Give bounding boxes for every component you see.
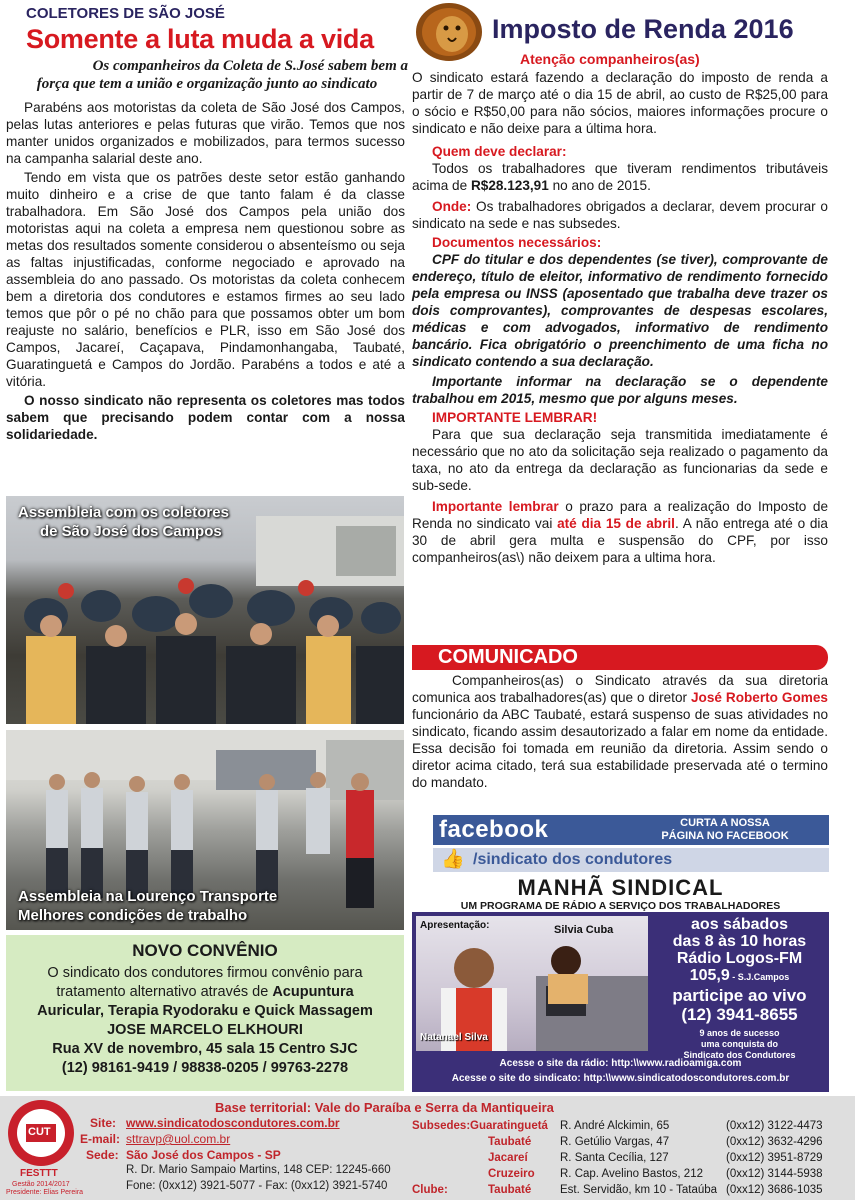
photo2-caption-2: Melhores condições de trabalho [18,907,248,924]
ir-remember-text: Para que sua declaração seja transmitida imediatamente é necessário que no ato da solicitação seja realizado o pagamento da taxa, no ato da entrega da declaração as funcionarias da sede e sub-sede. [412,427,828,493]
ir-deadline-text-b: . A não entrega até o dia 30 de abril gera multa e suspensão do CPF, por isso companheiros(as\) não deixem para a ultima hora. [412,516,828,565]
ir-docs-heading: Documentos necessários: [432,235,602,250]
convenio-line-2b: Acupuntura [272,984,354,1000]
subsede-address: R. André Alckimin, 65 [560,1120,670,1132]
comunicado-text-b: funcionário da ABC Taubaté, estará suspenso de suas atividades no sindicato, ficando assim desautorizado a falar em nome da entidade. Essa decisão foi tomada em reunião da diretoria. Assim sendo o diretor acima citado, terá sua estabilidade preservada até o termino do mandato. [412,707,828,790]
convenio-phones: (12) 98161-9419 / 98838-0205 / 99763-2278 [61,1060,349,1076]
footer-subsedes-label: Subsedes: [412,1120,471,1132]
ir-title: Imposto de Renda 2016 [492,14,794,44]
subsede-address: R. Cap. Avelino Bastos, 212 [560,1168,703,1180]
ir-who-text [412,160,828,194]
cut-logo-text: CUT [28,1126,51,1138]
photo1-caption-1: Assembleia com os coletores [18,504,229,521]
comunicado-text [412,672,828,791]
convenio-title: NOVO CONVÊNIO [132,941,278,960]
ir-who-text-b: no ano de 2015. [548,178,651,193]
subsede-phone: (0xx12) 3632-4296 [726,1136,823,1148]
comunicado-body [412,672,828,791]
subsede-city: Cruzeiro [488,1168,535,1180]
subsede-city: Jacareí [488,1152,528,1164]
left-paragraph-1: Parabéns aos motoristas da coleta de São José dos Campos, pelas lutas anteriores e pelas futuras que virão. Temos que nos manter unidos organizados e mobilizados, para termos sucesso na campanha salarial deste ano. [6,100,405,166]
footer-president: Presidente: Elias Pereira [6,1189,84,1196]
subsede-row [470,1168,855,1184]
radio-presenter-label: Apresentação: [420,920,490,931]
ir-deadline-date: até dia 15 de abril [557,516,675,531]
comunicado-text-a: Companheiros(as) o Sindicato através da sua diretoria comunica aos trabalhadores(as) que o diretor [412,673,828,705]
radio-years-2: uma conquista do [700,1039,778,1049]
subsede-phone: (0xx12) 3144-5938 [726,1168,823,1180]
footer-management: Gestão 2014/2017 [12,1181,70,1188]
subsede-city: Taubaté [488,1184,532,1196]
subsede-phone: (0xx12) 3122-4473 [726,1120,823,1132]
footer-email-label: E-mail: [80,1132,121,1146]
thumbs-up-icon: 👍 [441,849,465,870]
convenio-line-1: O sindicato dos condutores firmou convênio para [47,965,363,981]
radio-schedule [650,916,829,1061]
left-paragraph-2: Tendo em vista que os patrões deste setor estão ganhando muito dinheiro e a crise de que tanto falam é da classe trabalhadora. Em São José dos Campos pela união dos motoristas aqui na coleta a empresa nem questionou sobre as metas dos resultados somente considerou o absenteísmo ou seja as faltas injustificadas, conforme negociado e aprovado na assembleia do ano passado. Os motoristas da coleta conhecem bem a diretoria dos condutores e estamos firmes ao seu lado temos que pôr o pé no chão para que possamos obter um bom reajuste no salário, benefícios e PLR, isso em São José dos Campos, Jacareí, Caçapava, Pindamonhangaba, Taubaté, Guaratinguetá e Campos do Jordão. Parabéns a todos e até a vitória. [6,170,405,389]
ir-remember-heading: IMPORTANTE LEMBRAR! [432,410,598,425]
radio-presenter-1: Silvia Cuba [554,924,614,936]
footer-email[interactable]: sttravp@uol.com.br [126,1132,231,1146]
comunicado-name: José Roberto Gomes [690,690,828,705]
subsede-address: R. Getúlio Vargas, 47 [560,1136,670,1148]
subsede-city: Guaratinguetá [470,1120,548,1132]
convenio-doctor: JOSE MARCELO ELKHOURI [107,1022,303,1038]
ir-docs-text: CPF do titular e dos dependentes (se tiver), comprovante de endereço, título de eleitor, informativo de rendimento fornecido pela empresa ou INSS (aposentado que trabalha deve trazer os dois comprovantes), comprovantes de despesas escolares, médicas e com advogados, informativo de rendimento bancário. Fica obrigatório o preenchimento de uma ficha no sindicato contendo a sua declaração. [412,252,828,369]
radio-cta: participe ao vivo [672,986,807,1005]
photo-assembleia-lourenco [6,730,404,930]
presenters-illustration [416,916,648,1051]
convenio-address: Rua XV de novembro, 45 sala 15 Centro SJC [52,1041,358,1057]
subsede-row [470,1120,855,1136]
radio-when-2: das 8 às 10 horas [672,933,807,950]
subsede-address: Est. Servidão, km 10 - Tataúba [560,1184,718,1196]
cut-logo [6,1098,84,1198]
subsede-row [470,1152,855,1168]
left-kicker: COLETORES DE SÃO JOSÉ [26,5,225,22]
festtt-logo-text: FESTTT [20,1168,58,1179]
comunicado-title: COMUNICADO [438,646,578,668]
ir-who-amount: R$28.123,91 [470,178,549,193]
convenio-line-3: Auricular, Terapia Ryodoraku e Quick Massagem [37,1003,373,1019]
ir-who-heading: Quem deve declarar: [432,144,567,159]
convenio-box [6,935,404,1091]
radio-subtitle: UM PROGRAMA DE RÁDIO A SERVIÇO DOS TRABALHADORES [460,900,781,912]
ir-intro: O sindicato estará fazendo a declaração do imposto de renda a partir de 7 de março até o dia 15 de abril, ao custo de R$25,00 para o sócio e R$50,00 para não sócios, maiores informações procure o sindicato e não deixe para a última hora. [412,70,828,136]
ir-where-text: Os trabalhadores obrigados a declarar, devem procurar o sindicato na sede e nas subsedes. [412,199,828,231]
ir-article-body [412,69,828,566]
left-paragraph-3: O nosso sindicato não representa os coletores mas todos sabem que precisando podem contar com a nossa solidariedade. [6,393,405,442]
left-subhead-2: força que tem a união e organização junto ao sindicato [36,76,378,92]
convenio-line-2 [6,984,404,1000]
subsede-address: R. Santa Cecília, 127 [560,1152,669,1164]
radio-presenter-2: Natanael Silva [420,1032,488,1043]
ir-deadline-lead: Importante lembrar [432,499,559,514]
ir-dependent-text: Importante informar na declaração se o dependente trabalhou em 2015, mesmo que por alguns meses. [412,374,828,406]
subsede-phone: (0xx12) 3686-1035 [726,1184,823,1196]
comunicado-banner [412,645,828,670]
facebook-banner[interactable] [433,815,829,845]
facebook-cta-2: PÁGINA NO FACEBOOK [661,830,789,842]
ir-where-heading: Onde: [432,199,472,214]
subsede-row [470,1184,855,1200]
photo-assembleia-coletores [6,496,404,724]
radio-freq: 105,9 [689,967,730,984]
left-headline: Somente a luta muda a vida [26,24,374,54]
radio-photo-area [416,916,648,1051]
radio-years-3: Sindicato dos Condutores [683,1050,796,1060]
footer-site-label: Site: [90,1116,117,1130]
radio-site-link[interactable]: Acesse o site da rádio: http:\\www.radioamiga.com [499,1058,742,1069]
radio-years-1: 9 anos de sucesso [699,1028,780,1038]
radio-when-1: aos sábados [691,916,788,933]
subsede-row [470,1136,855,1152]
radio-freq-row [650,967,829,986]
ir-attention: Atenção companheiros(as) [520,51,700,67]
left-article-body [6,99,405,443]
union-site-link[interactable]: Acesse o site do sindicato: http:\\www.sindicatodoscondutores.com.br [451,1073,790,1084]
photo1-caption-2: de São José dos Campos [40,523,222,540]
footer-sede-label: Sede: [86,1148,119,1162]
ir-deadline-text-a: o prazo para a realização do Imposto de Renda no sindicato vai [412,499,828,531]
radio-header [412,876,829,912]
radio-phone[interactable]: (12) 3941-8655 [681,1005,798,1024]
footer-territory: Base territorial: Vale do Paraíba e Serra da Mantiqueira [215,1100,554,1115]
subsede-city: Taubaté [488,1136,532,1148]
radio-city: - S.J.Campos [729,972,790,982]
footer-clube-label: Clube: [412,1184,448,1196]
footer-sede-address: R. Dr. Mario Sampaio Martins, 148 CEP: 12245-660 [126,1164,391,1176]
facebook-brand: facebook [439,816,549,843]
facebook-handle-row[interactable] [433,848,829,872]
radio-station: Rádio Logos-FM [676,950,803,967]
ir-who-text-a: Todos os trabalhadores que tiveram rendimentos tributáveis acima de [412,161,828,193]
footer-sede: São José dos Campos - SP [126,1148,281,1162]
radio-box [412,876,829,1092]
lion-icon [414,2,484,62]
facebook-handle: /sindicato dos condutores [473,851,673,868]
ir-where [412,198,828,232]
convenio-line-2a: tratamento alternativo através de [56,984,273,1000]
footer-site[interactable]: www.sindicatodoscondutores.com.br [126,1116,340,1130]
ir-deadline [412,498,828,566]
photo2-caption-1: Assembleia na Lourenço Transporte [18,888,278,905]
subsede-phone: (0xx12) 3951-8729 [726,1152,823,1164]
left-subhead-1: Os companheiros da Coleta de S.José sabem bem a [92,58,408,74]
footer-subsedes-table [470,1120,855,1200]
radio-title: MANHÃ SINDICAL [517,875,724,900]
footer-sede-phone: Fone: (0xx12) 3921-5077 - Fax: (0xx12) 3921-5740 [126,1180,388,1192]
facebook-cta-1: CURTA A NOSSA [680,817,770,829]
footer [0,1096,855,1200]
